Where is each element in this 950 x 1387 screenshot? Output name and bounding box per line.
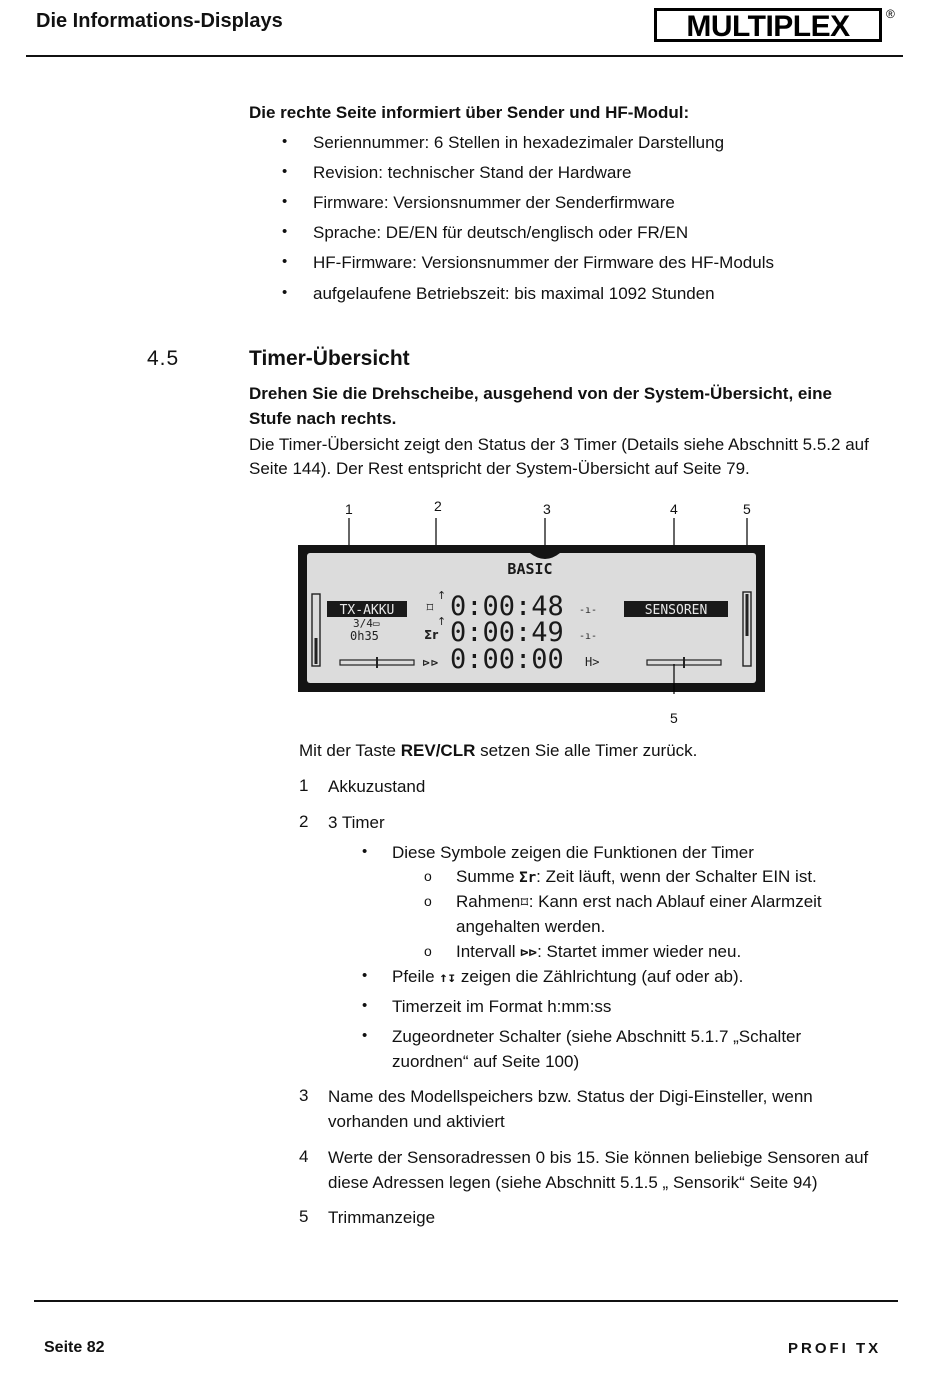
bullet-dot: • [282,223,288,240]
bullet-dot: • [362,1027,368,1044]
callout-label-5-bottom: 5 [670,710,678,726]
list-item: Revision: technischer Stand der Hardware [313,163,632,182]
multiplex-logo [654,4,902,51]
item-number: 4 [299,1147,309,1166]
lcd-display-figure [298,518,766,694]
intro-heading: Die rechte Seite informiert über Sender und HF-Modul: [249,103,690,122]
lcd-switch-2: -ı- [579,631,598,642]
callout-label-3: 3 [543,501,551,517]
item-number: 2 [299,812,309,831]
bullet-dot: • [362,997,368,1014]
reset-text-pre: Mit der Taste [299,741,401,760]
sub-bullet-text-cont: zuordnen“ auf Seite 100) [392,1052,580,1071]
bullet-dot: • [282,253,288,270]
interval-symbol-icon: ⊳⊳ [520,945,538,961]
sub-bullet-text: Timerzeit im Format h:mm:ss [392,997,612,1016]
section-number: 4.5 [147,347,180,370]
rev-clr-key: REV/CLR [400,741,476,760]
callout-label-1: 1 [345,501,353,517]
bullet-dot: • [362,843,368,860]
item-text: 3 Timer [328,813,385,832]
page-number: Seite 82 [44,1339,105,1356]
circle-bullet: o [424,868,432,884]
item-number: 5 [299,1207,309,1226]
item-text-cont: diese Adressen legen (siehe Abschnitt 5.1.5 „ Sensorik“ Seite 94) [328,1173,818,1192]
list-item: Sprache: DE/EN für deutsch/englisch oder FR/EN [313,223,689,242]
item-text: Trimmanzeige [328,1208,436,1227]
lcd-battery-label: TX-AKKU [339,603,395,618]
lcd-battery-level: 3/4▭ [353,617,380,630]
item-number: 1 [299,776,309,795]
item-text: Name des Modellspeichers bzw. Status der Digi-Einsteller, wenn [328,1087,813,1106]
bullet-dot: • [362,967,368,984]
lcd-interval-symbol: ⊳⊳ [422,658,439,669]
footer-rule [34,1300,898,1302]
lcd-timer-1: 0:00:48 [450,591,564,622]
sub-sub-item-sum: Summe Σr: Zeit läuft, wenn der Schalter EIN ist. [456,867,817,886]
instruction-line-1: Drehen Sie die Drehscheibe, ausgehend von der System-Übersicht, eine [249,384,832,403]
list-item: HF-Firmware: Versionsnummer der Firmware des HF-Moduls [313,253,774,272]
bullet-dot: • [282,163,288,180]
lcd-operating-time: 0h35 [350,629,379,643]
reset-instruction [299,738,697,763]
instruction-line-2: Stufe nach rechts. [249,409,397,428]
bullet-dot: • [282,133,288,150]
lcd-model-name: BASIC [507,560,553,578]
item-text: Werte der Sensoradressen 0 bis 15. Sie können beliebige Sensoren auf [328,1148,869,1167]
lcd-switch-3: H> [585,655,600,669]
item-text-cont: vorhanden und aktiviert [328,1112,505,1131]
callout-label-2: 2 [434,498,442,514]
reset-text-post: setzen Sie alle Timer zurück. [475,741,698,760]
sub-bullet-text: Zugeordneter Schalter (siehe Abschnitt 5.1.7 „Schalter [392,1027,802,1046]
lcd-arrow-up-2: ↑ [437,615,447,628]
lcd-frame-symbol: ⌑ [426,601,434,616]
logo-text: MULTIPLEX [686,10,850,43]
arrow-up-down-icon: ↑↧ [439,970,457,986]
item-text: Akkuzustand [328,777,426,796]
lcd-timer-2: 0:00:49 [450,617,564,648]
frame-symbol-icon: ⌑ [520,895,529,911]
item-number: 3 [299,1086,309,1105]
product-name: PROFI TX [788,1340,882,1357]
bullet-dot: • [282,284,288,301]
description-line-2: Seite 144). Der Rest entspricht der System-Übersicht auf Seite 79. [249,459,750,478]
lcd-arrow-up-1: ↑ [437,589,447,602]
circle-bullet: o [424,943,432,959]
registered-mark: ® [886,7,895,21]
header-rule [26,55,903,57]
list-item: aufgelaufene Betriebszeit: bis maximal 1092 Stunden [313,284,715,303]
sub-sub-item-frame-cont: angehalten werden. [456,917,606,936]
description-line-1: Die Timer-Übersicht zeigt den Status der 3 Timer (Details siehe Abschnitt 5.5.2 auf [249,435,869,454]
callout-label-4: 4 [670,501,678,517]
sub-sub-item-interval: Intervall ⊳⊳: Startet immer wieder neu. [456,942,742,961]
list-item: Seriennummer: 6 Stellen in hexadezimaler Darstellung [313,133,725,152]
bullet-dot: • [282,193,288,210]
sum-symbol-icon: Σr [519,870,537,886]
sub-bullet-text: Diese Symbole zeigen die Funktionen der Timer [392,843,754,862]
lcd-sum-symbol: Σr [424,628,439,642]
sub-sub-item-frame: Rahmen⌑: Kann erst nach Ablauf einer Alarmzeit [456,892,822,911]
circle-bullet: o [424,893,432,909]
page-header-title: Die Informations-Displays [36,10,283,32]
list-item: Firmware: Versionsnummer der Senderfirmware [313,193,675,212]
section-title: Timer-Übersicht [249,347,410,370]
lcd-sensor-label: SENSOREN [644,603,708,618]
lcd-timer-3: 0:00:00 [450,644,564,675]
callout-label-5: 5 [743,501,751,517]
logo-graphic [654,4,902,46]
sub-bullet-arrows: Pfeile ↑↧ zeigen die Zählrichtung (auf oder ab). [392,967,744,986]
lcd-switch-1: -ı- [579,605,598,616]
